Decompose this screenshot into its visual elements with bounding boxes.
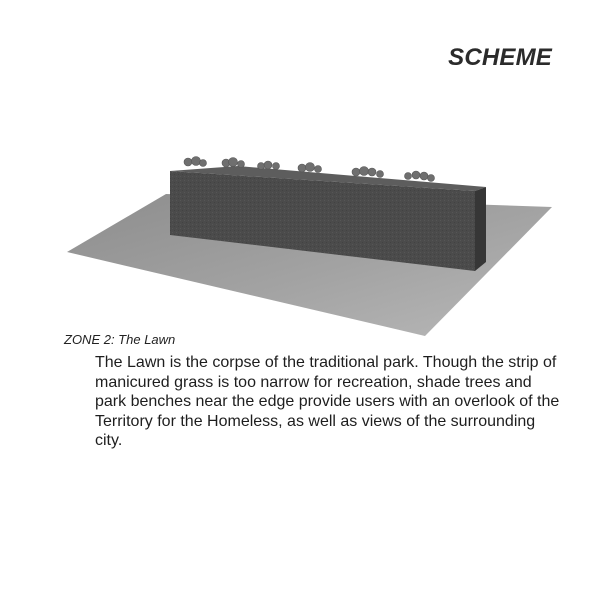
zone-description: The Lawn is the corpse of the traditional park. Though the strip of manicured grass is too narrow for recreation, shade trees and park benches near the edge provide users with an overlook of the Territory for the Homeless, as well as views of the surrounding city. (95, 354, 560, 449)
tree-cluster (184, 157, 207, 167)
tree-cluster (405, 171, 435, 182)
tree-cluster (222, 158, 245, 168)
tree-cluster (298, 163, 322, 173)
tree-cluster (258, 161, 280, 170)
tree-cluster (352, 167, 384, 178)
page-title: SCHEME (448, 44, 552, 71)
wall-side-face (475, 187, 486, 271)
zone-label: ZONE 2: The Lawn (64, 332, 176, 347)
